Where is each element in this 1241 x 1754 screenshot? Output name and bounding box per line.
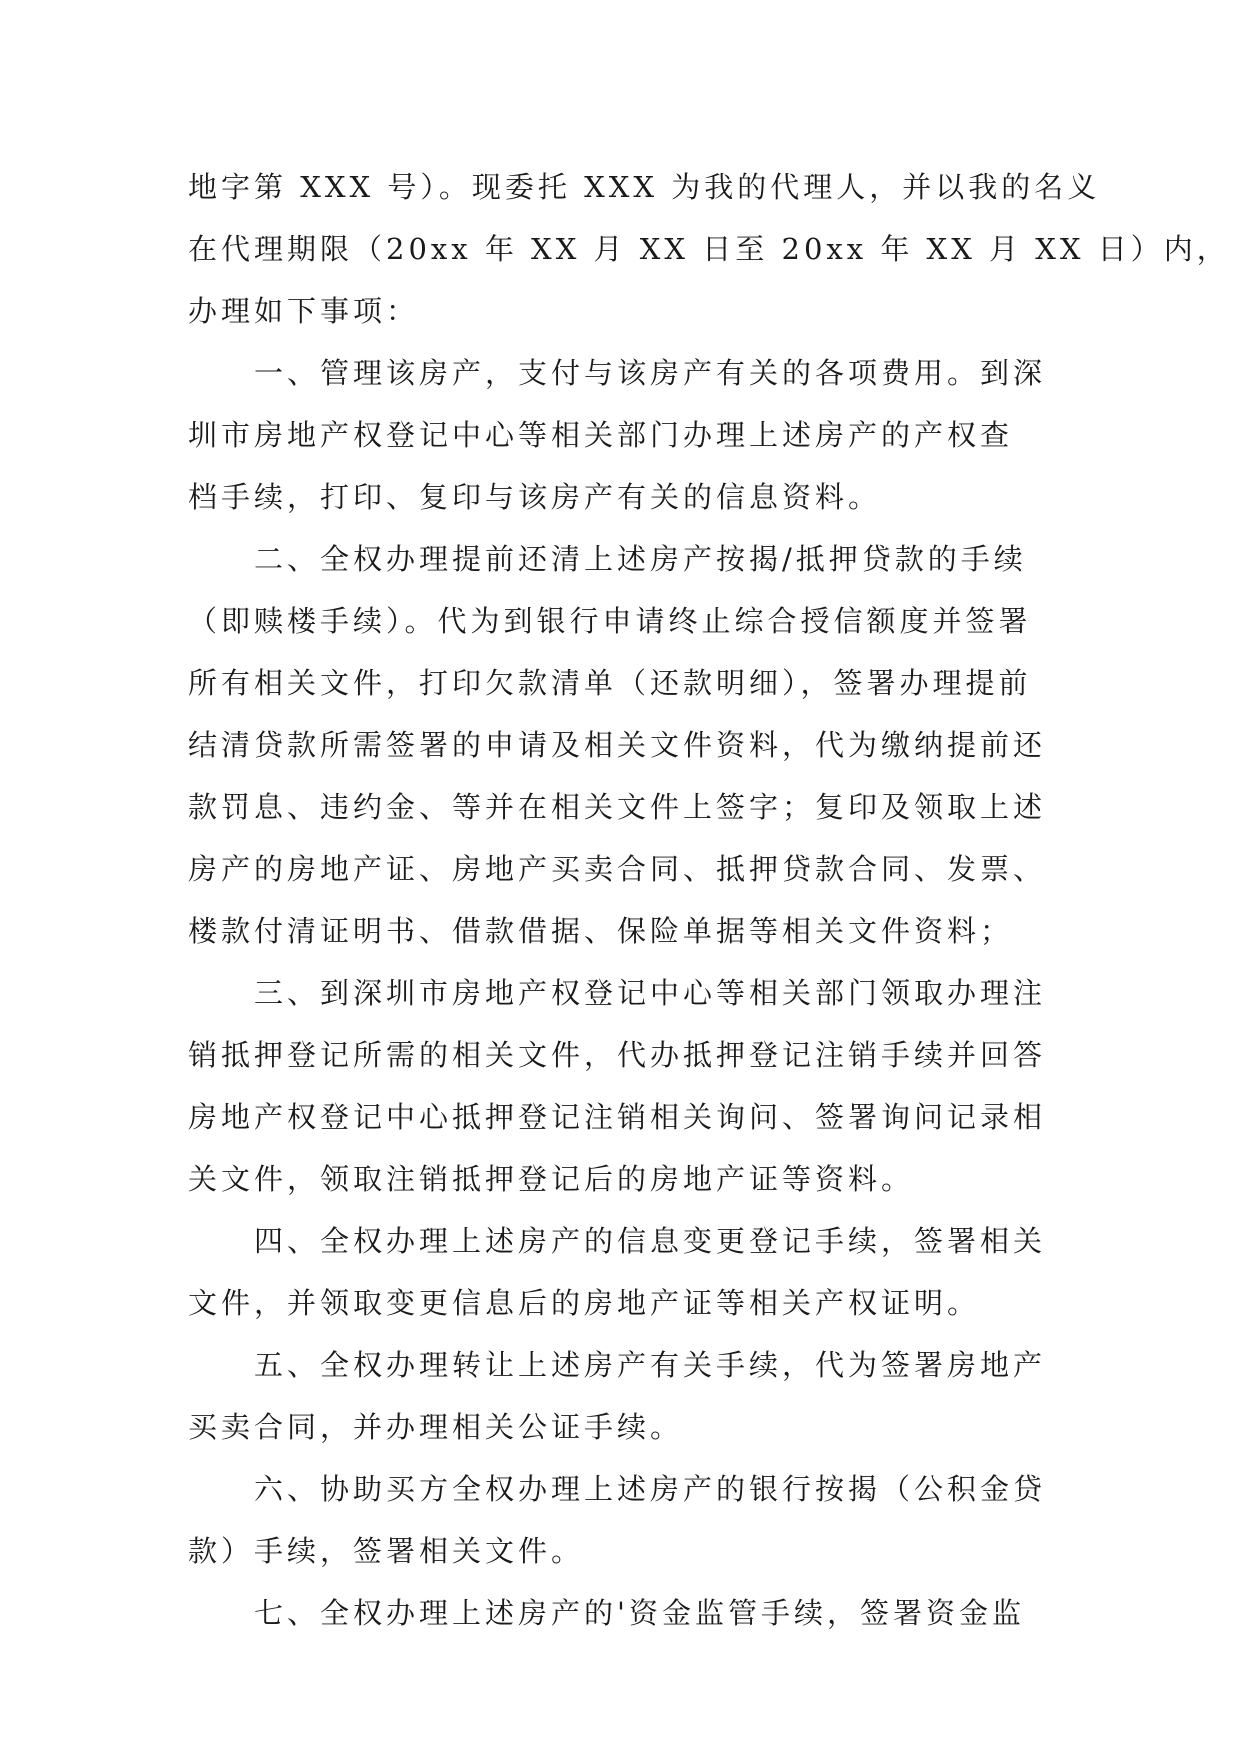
document-body: [188, 156, 1230, 1644]
text-line: 销抵押登记所需的相关文件，代办抵押登记注销手续并回答: [188, 1038, 1047, 1072]
text-line: 关文件，领取注销抵押登记后的房地产证等资料。: [188, 1162, 915, 1196]
paragraph-3-start: 三、到深圳市房地产权登记中心等相关部门领取办理注: [254, 976, 1047, 1010]
text-line: 所有相关文件，打印欠款清单（还款明细），签署办理提前: [188, 666, 1032, 700]
paragraph-4-start: 四、全权办理上述房产的信息变更登记手续，签署相关: [254, 1224, 1047, 1258]
text-line: 楼款付清证明书、借款借据、保险单据等相关文件资料；: [188, 914, 1014, 948]
text-line: 在代理期限（20xx 年 XX 月 XX 日至 20xx 年 XX 月 XX 日）内，: [188, 232, 1230, 266]
text-line: （即赎楼手续）。代为到银行申请终止综合授信额度并签署: [188, 604, 1032, 638]
paragraph-5-start: 五、全权办理转让上述房产有关手续，代为签署房地产: [254, 1348, 1047, 1382]
paragraph-7-start: 七、全权办理上述房产的'资金监管手续，签署资金监: [254, 1596, 1025, 1630]
text-line: 文件，并领取变更信息后的房地产证等相关产权证明。: [188, 1286, 981, 1320]
text-line: 买卖合同，并办理相关公证手续。: [188, 1410, 684, 1444]
text-line: 档手续，打印、复印与该房产有关的信息资料。: [188, 480, 882, 514]
text-line: 房产的房地产证、房地产买卖合同、抵押贷款合同、发票、: [188, 852, 1047, 886]
text-line: 结清贷款所需签署的申请及相关文件资料，代为缴纳提前还: [188, 728, 1047, 762]
text-line: 款罚息、违约金、等并在相关文件上签字；复印及领取上述: [188, 790, 1047, 824]
text-line: 地字第 XXX 号）。现委托 XXX 为我的代理人，并以我的名义: [188, 170, 1101, 204]
text-line: 办理如下事项：: [188, 294, 420, 328]
paragraph-1-start: 一、管理该房产，支付与该房产有关的各项费用。到深: [254, 356, 1047, 390]
text-line: 款）手续，签署相关文件。: [188, 1534, 585, 1568]
text-line: 圳市房地产权登记中心等相关部门办理上述房产的产权查: [188, 418, 1014, 452]
paragraph-6-start: 六、协助买方全权办理上述房产的银行按揭（公积金贷: [254, 1472, 1047, 1506]
paragraph-2-start: 二、全权办理提前还清上述房产按揭/抵押贷款的手续: [254, 542, 1027, 576]
text-line: 房地产权登记中心抵押登记注销相关询问、签署询问记录相: [188, 1100, 1047, 1134]
